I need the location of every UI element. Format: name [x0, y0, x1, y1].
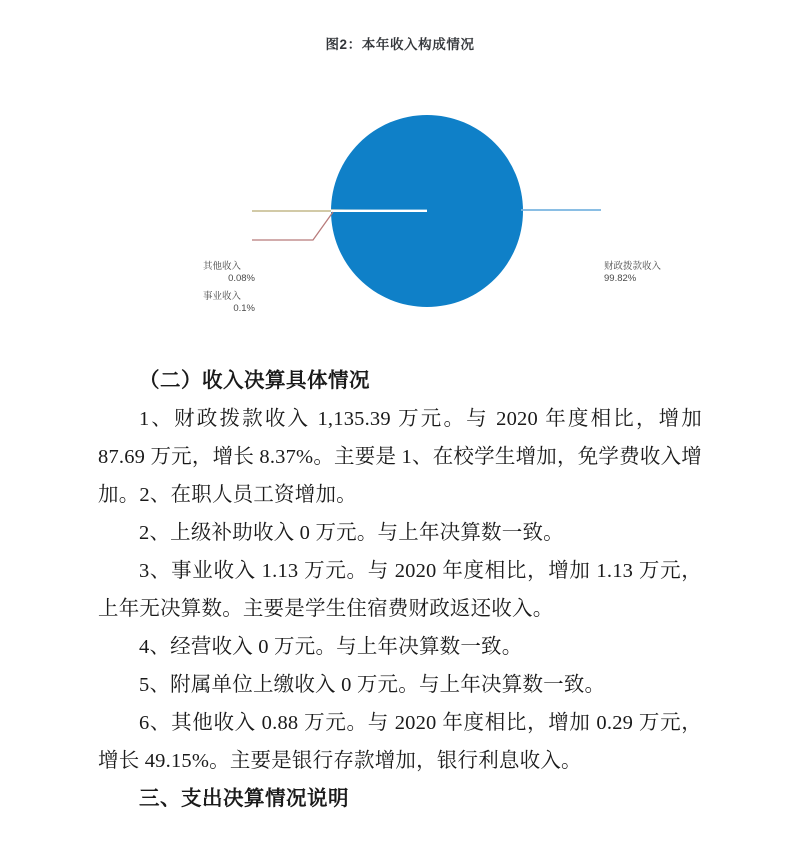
pie-label-other-income — [203, 261, 255, 285]
document-body — [98, 362, 702, 818]
pie-label-fiscal-appropriation — [604, 261, 661, 285]
pie-label-business-income — [203, 291, 255, 315]
pie-label-other-income-value: 0.08% — [228, 273, 255, 284]
leader-line-business-income — [252, 212, 333, 240]
section-heading-expenditure: 三、支出决算情况说明 — [139, 787, 349, 810]
pie-label-business-income-name: 事业收入 — [203, 291, 242, 302]
figure-title: 图2：本年收入构成情况 — [325, 37, 475, 52]
section-heading-income-detail: （二）收入决算具体情况 — [139, 370, 370, 392]
pie-chart — [0, 70, 800, 350]
paragraph-item-1: 1、财政拨款收入 1,135.39 万元。与 2020 年度相比，增加 87.69 万元，增长 8.37%。主要是 1、在校学生增加，免学费收入增加。2、在职人员工资增加。 — [98, 408, 702, 506]
paragraph-item-6: 6、其他收入 0.88 万元。与 2020 年度相比，增加 0.29 万元，增长 49.15%。主要是银行存款增加，银行利息收入。 — [98, 712, 702, 772]
paragraph-item-3: 3、事业收入 1.13 万元。与 2020 年度相比，增加 1.13 万元，上年无决算数。主要是学生住宿费财政返还收入。 — [98, 560, 702, 620]
paragraph-item-5: 5、附属单位上缴收入 0 万元。与上年决算数一致。 — [139, 674, 606, 696]
pie-label-fiscal-appropriation-value: 99.82% — [604, 273, 637, 284]
pie-label-fiscal-appropriation-name: 财政拨款收入 — [604, 261, 662, 272]
pie-label-other-income-name: 其他收入 — [203, 261, 242, 272]
pie-label-business-income-value: 0.1% — [233, 303, 255, 314]
pie-slice-separator — [331, 210, 427, 212]
paragraph-item-4: 4、经营收入 0 万元。与上年决算数一致。 — [139, 636, 523, 658]
pie-chart-svg — [0, 70, 800, 350]
paragraph-item-2: 2、上级补助收入 0 万元。与上年决算数一致。 — [139, 522, 564, 544]
